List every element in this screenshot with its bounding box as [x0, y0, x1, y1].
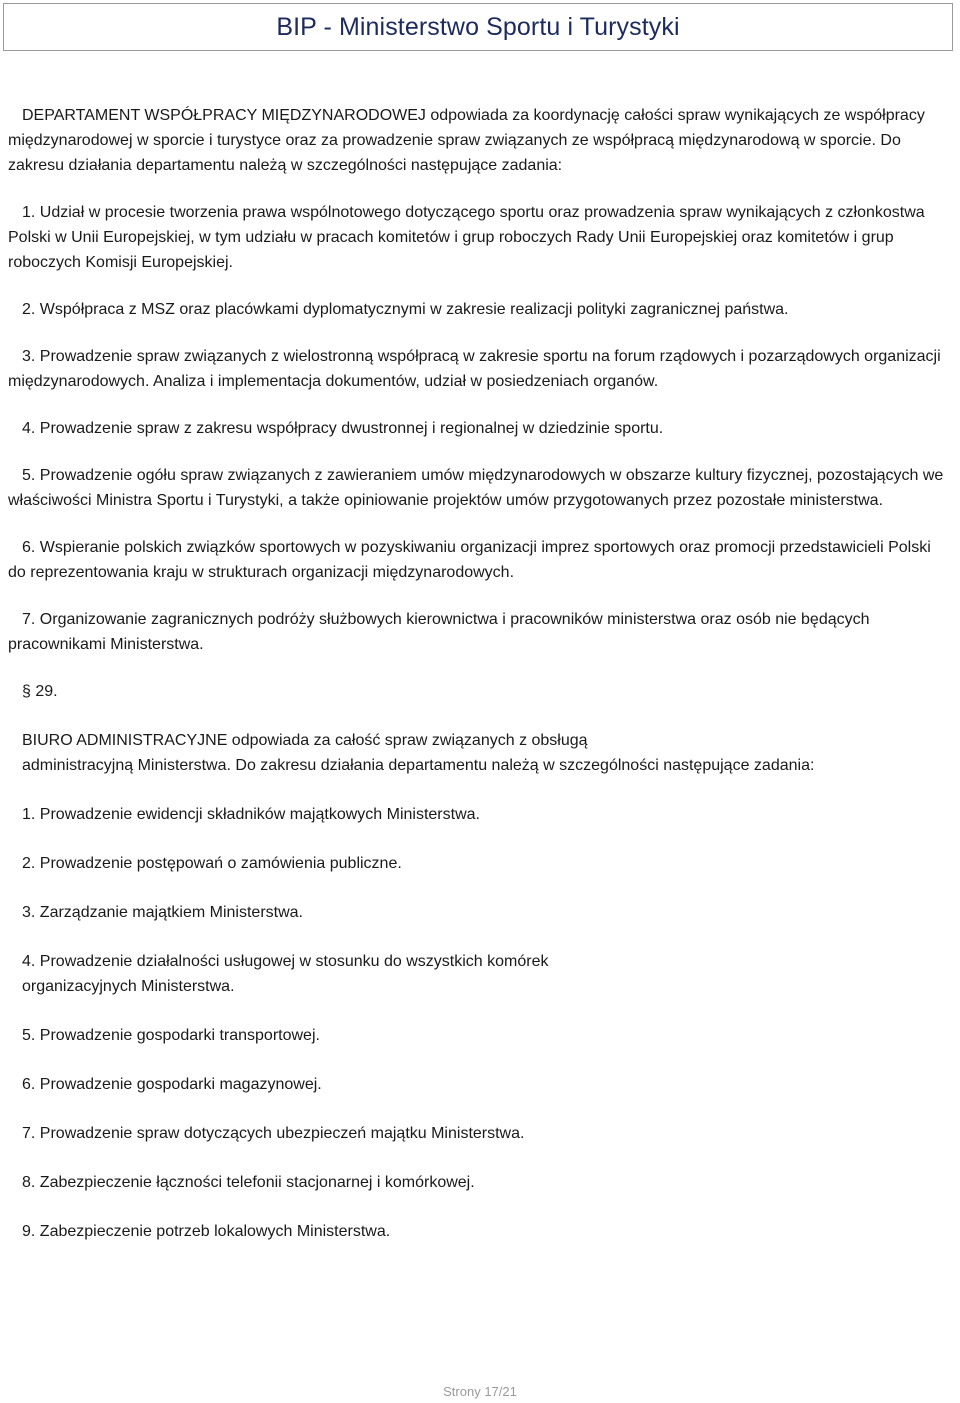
- biuro-task-1: 1. Prowadzenie ewidencji składników majątkowych Ministerstwa.: [22, 806, 480, 823]
- department-task-3: 3. Prowadzenie spraw związanych z wielostronną współpracą w zakresie sportu na forum rządowych i pozarządowych organizacji międzynarodowych. Analiza i implementacja dokumentów, udział w posiedzeniach organów.: [8, 348, 941, 390]
- biuro-task-3: 3. Zarządzanie majątkiem Ministerstwa.: [22, 904, 303, 921]
- page-footer: [0, 1384, 960, 1399]
- department-task-7: 7. Organizowanie zagranicznych podróży służbowych kierownictwa i pracowników ministerstwa oraz osób nie będących pracownikami Ministerstwa.: [8, 611, 870, 653]
- biuro-task-2: 2. Prowadzenie postępowań o zamówienia publiczne.: [22, 855, 402, 872]
- biuro-task-4-line-2: organizacyjnych Ministerstwa.: [22, 978, 235, 995]
- biuro-intro-line-1: BIURO ADMINISTRACYJNE odpowiada za całość spraw związanych z obsługą: [22, 732, 588, 749]
- biuro-task-5: 5. Prowadzenie gospodarki transportowej.: [22, 1027, 320, 1044]
- biuro-task-8: 8. Zabezpieczenie łączności telefonii stacjonarnej i komórkowej.: [22, 1174, 475, 1191]
- biuro-intro: [8, 728, 952, 778]
- biuro-intro-line-2: administracyjną Ministerstwa. Do zakresu działania departamentu należą w szczególności następujące zadania:: [22, 757, 815, 774]
- page-counter: Strony 17/21: [443, 1384, 517, 1399]
- section-number: § 29.: [22, 683, 58, 700]
- biuro-task-6: 6. Prowadzenie gospodarki magazynowej.: [22, 1076, 322, 1093]
- document-body: [8, 103, 952, 1244]
- department-intro: DEPARTAMENT WSPÓŁPRACY MIĘDZYNARODOWEJ odpowiada za koordynację całości spraw wynikających ze współpracy międzynarodowej w sporcie i turystyce oraz za prowadzenie spraw związanych ze współpracą międzynarodową w sporcie. Do zakresu działania departamentu należą w szczególności następujące zadania:: [8, 107, 925, 174]
- page-header: [3, 3, 953, 51]
- biuro-task-4: [8, 949, 952, 999]
- department-task-4: 4. Prowadzenie spraw z zakresu współpracy dwustronnej i regionalnej w dziedzinie sportu.: [22, 420, 664, 437]
- biuro-task-9: 9. Zabezpieczenie potrzeb lokalowych Ministerstwa.: [22, 1223, 391, 1240]
- department-task-1: 1. Udział w procesie tworzenia prawa wspólnotowego dotyczącego sportu oraz prowadzenia spraw wynikających z członkostwa Polski w Unii Europejskiej, w tym udziału w pracach komitetów i grup roboczych Rady Unii Europejskiej oraz komitetów i grup roboczych Komisji Europejskiej.: [8, 204, 925, 271]
- department-task-5: 5. Prowadzenie ogółu spraw związanych z zawieraniem umów międzynarodowych w obszarze kultury fizycznej, pozostających we właściwości Ministra Sportu i Turystyki, a także opiniowanie projektów umów przygotowanych przez pozostałe ministerstwa.: [8, 467, 944, 509]
- biuro-task-7: 7. Prowadzenie spraw dotyczących ubezpieczeń majątku Ministerstwa.: [22, 1125, 525, 1142]
- department-task-2: 2. Współpraca z MSZ oraz placówkami dyplomatycznymi w zakresie realizacji polityki zagranicznej państwa.: [22, 301, 789, 318]
- department-task-6: 6. Wspieranie polskich związków sportowych w pozyskiwaniu organizacji imprez sportowych oraz promocji przedstawicieli Polski do reprezentowania kraju w strukturach organizacji międzynarodowych.: [8, 539, 931, 581]
- page-title: BIP - Ministerstwo Sportu i Turystyki: [276, 12, 680, 41]
- biuro-task-4-line-1: 4. Prowadzenie działalności usługowej w stosunku do wszystkich komórek: [22, 953, 549, 970]
